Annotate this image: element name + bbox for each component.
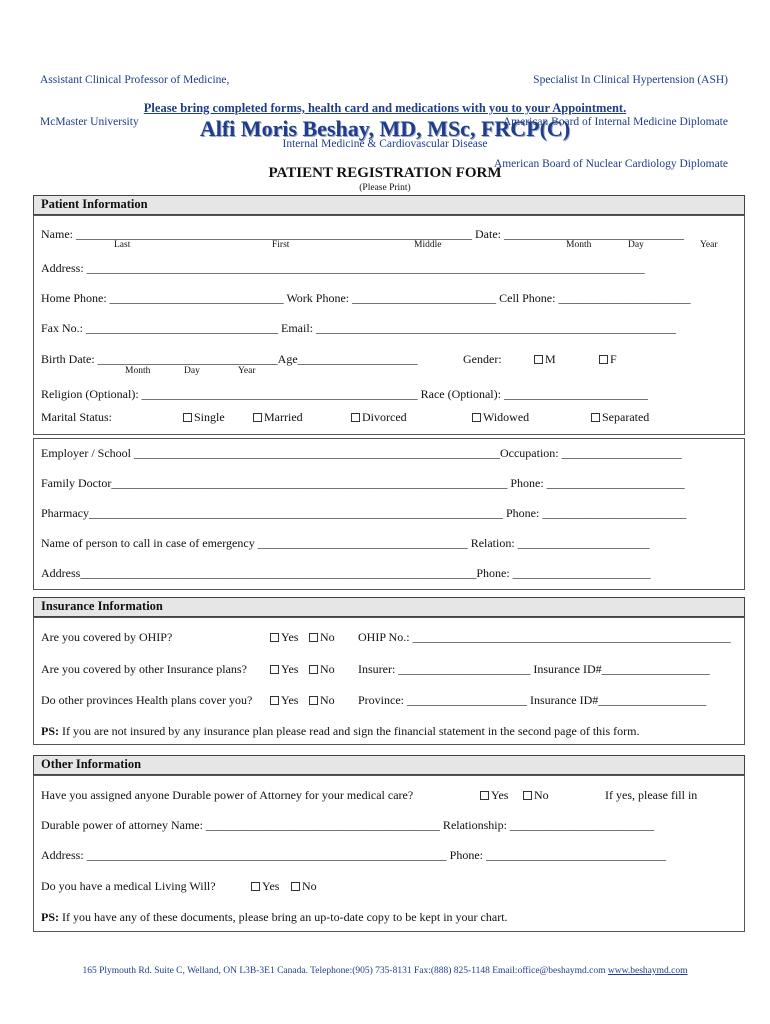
other-yes-checkbox[interactable] [270,665,279,674]
other-no-option[interactable] [309,662,335,677]
bring-notice-text: Please bring completed forms, health card and medications with you to your Appointment [143,101,624,115]
gender-label: Gender: [463,352,502,366]
address-field[interactable]: Address: _____________________________________________________________________________________________ [41,261,645,275]
divorced-checkbox[interactable] [351,413,360,422]
other-no-label: No [320,662,335,676]
affiliation-line-2: McMaster University [40,116,139,128]
widowed-checkbox[interactable] [472,413,481,422]
patient-info-header: Patient Information [33,195,745,215]
insurance-info-header: Insurance Information [33,597,745,617]
prov-yes-label: Yes [281,693,299,707]
marital-status-label: Marital Status: [41,410,112,424]
bring-notice [0,101,770,116]
prov-yes-option[interactable] [270,693,298,708]
poa-yes-checkbox[interactable] [480,791,489,800]
q-living-will-label: Do you have a medical Living Will? [41,879,216,893]
single-checkbox[interactable] [183,413,192,422]
phones-field[interactable]: Home Phone: _____________________________ Work Phone: ________________________ Cell Phone: ______________________ [41,291,691,305]
will-no-option[interactable] [291,879,317,894]
male-label: M [545,352,556,366]
poa-yes-option[interactable] [480,788,508,803]
religion-race-field[interactable]: Religion (Optional): ______________________________________________ Race (Optional): ________________________ [41,387,648,401]
marital-divorced-option[interactable] [351,410,407,425]
name-middle-label: Middle [414,240,442,250]
male-checkbox[interactable] [534,355,543,364]
marital-widowed-option[interactable] [472,410,529,425]
q-ohip-label: Are you covered by OHIP? [41,630,173,644]
prov-no-checkbox[interactable] [309,696,318,705]
female-checkbox[interactable] [599,355,608,364]
birth-age-field[interactable]: Birth Date: ______________________________Age____________________ [41,352,418,366]
footer-contact [0,966,770,976]
emergency-contact-field[interactable]: Name of person to call in case of emergency ___________________________________ Relation: ______________________ [41,536,650,550]
employer-occupation-field[interactable]: Employer / School _____________________________________________________________Occupation: ____________________ [41,446,682,460]
birth-month-label: Month [125,366,151,376]
other-ps-note [41,910,508,925]
insurance-ps-note [41,724,639,739]
fax-email-field[interactable]: Fax No.: ________________________________ Email: ____________________________________________________________ [41,321,676,335]
province-field[interactable]: Province: ____________________ Insurance ID#__________________ [358,693,707,707]
prov-no-label: No [320,693,335,707]
gender-male-option[interactable] [534,352,556,367]
q-other-insurance-label: Are you covered by other Insurance plans? [41,662,247,676]
credential-line-2: American Board of Internal Medicine Diplomate [502,116,728,128]
poa-no-label: No [534,788,549,802]
credential-line-3: American Board of Nuclear Cardiology Diplomate [493,158,728,170]
date-month-label: Month [566,240,592,250]
marital-separated-option[interactable] [591,410,649,425]
other-yes-option[interactable] [270,662,298,677]
family-doctor-field[interactable]: Family Doctor__________________________________________________________________ Phone: _______________________ [41,476,685,490]
other-yes-label: Yes [281,662,299,676]
ohip-no-label: No [320,630,335,644]
please-print-note: (Please Print) [359,183,411,193]
bring-notice-end: . [623,101,627,115]
name-date-field[interactable]: Name: __________________________________________________________________ Date: ______________________________ [41,227,684,241]
separated-label: Separated [602,410,650,424]
insurance-ps-label: PS: [41,724,59,738]
ohip-yes-label: Yes [281,630,299,644]
form-title: PATIENT REGISTRATION FORM [268,165,502,181]
separated-checkbox[interactable] [591,413,600,422]
date-year-label: Year [700,240,718,250]
widowed-label: Widowed [483,410,530,424]
footer-address-text: 165 Plymouth Rd. Suite C, Welland, ON L3B-3E1 Canada. Telephone:(905) 735-8131 Fax:(888) 825-1148 Email:office@beshaymd.com [82,966,608,976]
will-yes-checkbox[interactable] [251,882,260,891]
will-yes-option[interactable] [251,879,279,894]
poa-address-field[interactable]: Address: ____________________________________________________________ Phone: ______________________________ [41,848,666,862]
ohip-yes-checkbox[interactable] [270,633,279,642]
female-label: F [610,352,617,366]
marital-single-option[interactable] [183,410,225,425]
other-ps-text: If you have any of these documents, please bring an up-to-date copy to be kept in your chart. [59,910,508,924]
credential-line-1: Specialist In Clinical Hypertension (ASH) [533,74,728,86]
emergency-address-field[interactable]: Address__________________________________________________________________Phone: _______________________ [41,566,651,580]
birth-day-label: Day [184,366,200,376]
name-first-label: First [272,240,290,250]
date-day-label: Day [628,240,644,250]
prov-yes-checkbox[interactable] [270,696,279,705]
ohip-no-checkbox[interactable] [309,633,318,642]
birth-year-label: Year [238,366,256,376]
divorced-label: Divorced [362,410,407,424]
footer-website-link[interactable]: www.beshaymd.com [607,966,688,976]
other-info-header: Other Information [33,755,745,775]
ohip-number-field[interactable]: OHIP No.: _____________________________________________________ [358,630,731,644]
poa-fill-in-note: If yes, please fill in [605,788,698,802]
prov-no-option[interactable] [309,693,335,708]
will-yes-label: Yes [262,879,280,893]
poa-yes-label: Yes [491,788,509,802]
other-no-checkbox[interactable] [309,665,318,674]
ohip-yes-option[interactable] [270,630,298,645]
married-checkbox[interactable] [253,413,262,422]
ohip-no-option[interactable] [309,630,335,645]
poa-no-checkbox[interactable] [523,791,532,800]
poa-name-field[interactable]: Durable power of attorney Name: _______________________________________ Relationship: ________________________ [41,818,654,832]
gender-female-option[interactable] [599,352,617,367]
single-label: Single [194,410,225,424]
affiliation-line-1: Assistant Clinical Professor of Medicine, [40,74,230,86]
will-no-label: No [302,879,317,893]
will-no-checkbox[interactable] [291,882,300,891]
marital-married-option[interactable] [253,410,303,425]
q-provinces-label: Do other provinces Health plans cover you? [41,693,253,707]
doctor-name: Alfi Moris Beshay, MD, MSc, FRCP(C) [199,116,571,141]
poa-no-option[interactable] [523,788,549,803]
other-ps-label: PS: [41,910,59,924]
married-label: Married [264,410,303,424]
q-poa-label: Have you assigned anyone Durable power of Attorney for your medical care? [41,788,414,802]
pharmacy-field[interactable]: Pharmacy_____________________________________________________________________ Phone: ________________________ [41,506,687,520]
doctor-specialty: Internal Medicine & Cardiovascular Disease [282,138,488,150]
insurer-field[interactable]: Insurer: ______________________ Insurance ID#__________________ [358,662,710,676]
insurance-ps-text: If you are not insured by any insurance plan please read and sign the financial statement in the second page of this form. [59,724,640,738]
name-last-label: Last [114,240,131,250]
